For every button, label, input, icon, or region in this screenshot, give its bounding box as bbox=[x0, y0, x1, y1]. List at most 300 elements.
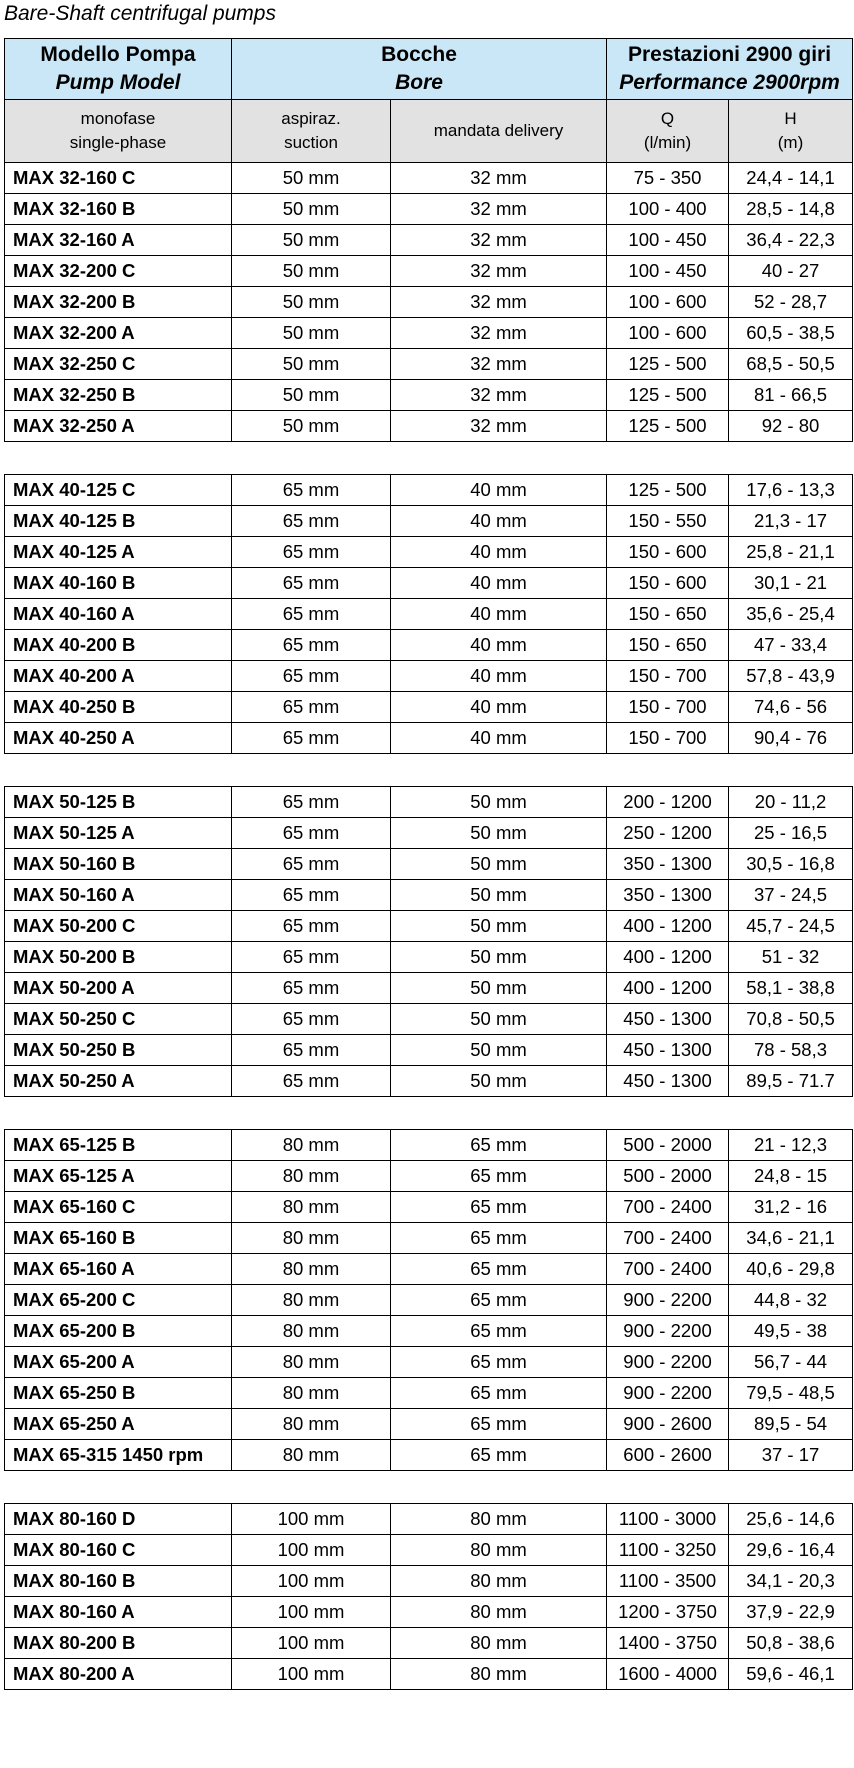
flow-cell: 150 - 650 bbox=[607, 599, 729, 630]
head-cell: 40 - 27 bbox=[729, 256, 853, 287]
table-row bbox=[5, 318, 853, 349]
table-row bbox=[5, 225, 853, 256]
col-header-delivery-label: mandata delivery bbox=[433, 121, 564, 140]
table-row bbox=[5, 911, 853, 942]
flow-cell: 125 - 500 bbox=[607, 475, 729, 506]
model-cell: MAX 32-250 C bbox=[5, 349, 232, 380]
delivery-cell: 40 mm bbox=[391, 723, 607, 754]
col-header-suction-en: suction bbox=[284, 133, 338, 152]
delivery-cell: 80 mm bbox=[391, 1566, 607, 1597]
table-row bbox=[5, 256, 853, 287]
flow-cell: 150 - 600 bbox=[607, 568, 729, 599]
flow-cell: 700 - 2400 bbox=[607, 1223, 729, 1254]
table-row bbox=[5, 1254, 853, 1285]
table-row bbox=[5, 723, 853, 754]
suction-cell: 100 mm bbox=[232, 1504, 391, 1535]
model-cell: MAX 80-160 D bbox=[5, 1504, 232, 1535]
delivery-cell: 65 mm bbox=[391, 1223, 607, 1254]
model-cell: MAX 40-160 A bbox=[5, 599, 232, 630]
table-row bbox=[5, 630, 853, 661]
delivery-cell: 50 mm bbox=[391, 818, 607, 849]
suction-cell: 80 mm bbox=[232, 1316, 391, 1347]
head-cell: 52 - 28,7 bbox=[729, 287, 853, 318]
flow-cell: 100 - 400 bbox=[607, 194, 729, 225]
header-bore-it: Bocche bbox=[381, 43, 457, 66]
head-cell: 89,5 - 54 bbox=[729, 1409, 853, 1440]
table-row bbox=[5, 568, 853, 599]
suction-cell: 80 mm bbox=[232, 1378, 391, 1409]
suction-cell: 100 mm bbox=[232, 1628, 391, 1659]
table-row bbox=[5, 1409, 853, 1440]
suction-cell: 65 mm bbox=[232, 911, 391, 942]
model-cell: MAX 40-250 A bbox=[5, 723, 232, 754]
head-cell: 90,4 - 76 bbox=[729, 723, 853, 754]
flow-cell: 150 - 550 bbox=[607, 506, 729, 537]
table-row bbox=[5, 537, 853, 568]
model-cell: MAX 50-160 B bbox=[5, 849, 232, 880]
head-cell: 45,7 - 24,5 bbox=[729, 911, 853, 942]
flow-cell: 900 - 2200 bbox=[607, 1378, 729, 1409]
model-cell: MAX 65-125 A bbox=[5, 1161, 232, 1192]
table-row bbox=[5, 661, 853, 692]
delivery-cell: 32 mm bbox=[391, 256, 607, 287]
suction-cell: 100 mm bbox=[232, 1535, 391, 1566]
table-row bbox=[5, 692, 853, 723]
delivery-cell: 50 mm bbox=[391, 942, 607, 973]
delivery-cell: 65 mm bbox=[391, 1285, 607, 1316]
table-row bbox=[5, 194, 853, 225]
suction-cell: 100 mm bbox=[232, 1597, 391, 1628]
suction-cell: 65 mm bbox=[232, 1066, 391, 1097]
flow-cell: 1100 - 3500 bbox=[607, 1566, 729, 1597]
delivery-cell: 65 mm bbox=[391, 1440, 607, 1471]
model-cell: MAX 80-200 B bbox=[5, 1628, 232, 1659]
group-spacer bbox=[5, 754, 853, 787]
suction-cell: 50 mm bbox=[232, 318, 391, 349]
suction-cell: 80 mm bbox=[232, 1161, 391, 1192]
delivery-cell: 65 mm bbox=[391, 1130, 607, 1161]
flow-cell: 600 - 2600 bbox=[607, 1440, 729, 1471]
flow-cell: 1400 - 3750 bbox=[607, 1628, 729, 1659]
header-bore bbox=[232, 39, 607, 100]
flow-cell: 900 - 2200 bbox=[607, 1285, 729, 1316]
flow-cell: 450 - 1300 bbox=[607, 1066, 729, 1097]
delivery-cell: 65 mm bbox=[391, 1254, 607, 1285]
suction-cell: 80 mm bbox=[232, 1409, 391, 1440]
head-cell: 17,6 - 13,3 bbox=[729, 475, 853, 506]
table-row bbox=[5, 818, 853, 849]
model-cell: MAX 50-250 B bbox=[5, 1035, 232, 1066]
model-cell: MAX 65-200 C bbox=[5, 1285, 232, 1316]
flow-cell: 150 - 650 bbox=[607, 630, 729, 661]
table-row bbox=[5, 1566, 853, 1597]
table-row bbox=[5, 1597, 853, 1628]
suction-cell: 100 mm bbox=[232, 1659, 391, 1690]
table-row bbox=[5, 1347, 853, 1378]
table-row bbox=[5, 1440, 853, 1471]
group-spacer bbox=[5, 442, 853, 475]
model-cell: MAX 65-250 A bbox=[5, 1409, 232, 1440]
suction-cell: 80 mm bbox=[232, 1440, 391, 1471]
delivery-cell: 80 mm bbox=[391, 1597, 607, 1628]
suction-cell: 50 mm bbox=[232, 411, 391, 442]
col-header-suction bbox=[232, 100, 391, 163]
delivery-cell: 32 mm bbox=[391, 411, 607, 442]
suction-cell: 65 mm bbox=[232, 849, 391, 880]
delivery-cell: 65 mm bbox=[391, 1316, 607, 1347]
model-cell: MAX 80-160 C bbox=[5, 1535, 232, 1566]
table-row bbox=[5, 1223, 853, 1254]
table-row bbox=[5, 163, 853, 194]
delivery-cell: 40 mm bbox=[391, 661, 607, 692]
delivery-cell: 40 mm bbox=[391, 475, 607, 506]
group-spacer-cell bbox=[5, 1471, 853, 1504]
suction-cell: 50 mm bbox=[232, 256, 391, 287]
table-row bbox=[5, 411, 853, 442]
flow-cell: 100 - 450 bbox=[607, 225, 729, 256]
header-performance-it: Prestazioni 2900 giri bbox=[627, 43, 832, 66]
head-cell: 21,3 - 17 bbox=[729, 506, 853, 537]
suction-cell: 65 mm bbox=[232, 475, 391, 506]
table-row bbox=[5, 506, 853, 537]
delivery-cell: 65 mm bbox=[391, 1409, 607, 1440]
head-cell: 35,6 - 25,4 bbox=[729, 599, 853, 630]
table-row bbox=[5, 1161, 853, 1192]
head-cell: 20 - 11,2 bbox=[729, 787, 853, 818]
flow-cell: 1600 - 4000 bbox=[607, 1659, 729, 1690]
suction-cell: 50 mm bbox=[232, 163, 391, 194]
delivery-cell: 50 mm bbox=[391, 973, 607, 1004]
table-row bbox=[5, 1535, 853, 1566]
model-cell: MAX 50-200 A bbox=[5, 973, 232, 1004]
col-header-q-label: Q bbox=[660, 109, 675, 128]
head-cell: 51 - 32 bbox=[729, 942, 853, 973]
suction-cell: 80 mm bbox=[232, 1347, 391, 1378]
header-bore-en: Bore bbox=[395, 71, 443, 94]
suction-cell: 50 mm bbox=[232, 225, 391, 256]
head-cell: 24,8 - 15 bbox=[729, 1161, 853, 1192]
group-spacer-cell bbox=[5, 1097, 853, 1130]
flow-cell: 100 - 600 bbox=[607, 287, 729, 318]
head-cell: 40,6 - 29,8 bbox=[729, 1254, 853, 1285]
flow-cell: 150 - 700 bbox=[607, 692, 729, 723]
head-cell: 37,9 - 22,9 bbox=[729, 1597, 853, 1628]
delivery-cell: 65 mm bbox=[391, 1378, 607, 1409]
suction-cell: 65 mm bbox=[232, 723, 391, 754]
table-row bbox=[5, 1659, 853, 1690]
head-cell: 25,6 - 14,6 bbox=[729, 1504, 853, 1535]
delivery-cell: 65 mm bbox=[391, 1347, 607, 1378]
head-cell: 81 - 66,5 bbox=[729, 380, 853, 411]
header-performance-en: Performance 2900rpm bbox=[619, 71, 840, 94]
head-cell: 28,5 - 14,8 bbox=[729, 194, 853, 225]
page-title: Bare-Shaft centrifugal pumps bbox=[4, 2, 276, 25]
table-row bbox=[5, 599, 853, 630]
model-cell: MAX 65-200 A bbox=[5, 1347, 232, 1378]
header-pump-model bbox=[5, 39, 232, 100]
flow-cell: 450 - 1300 bbox=[607, 1004, 729, 1035]
table-row bbox=[5, 787, 853, 818]
flow-cell: 1200 - 3750 bbox=[607, 1597, 729, 1628]
group-header-row bbox=[5, 39, 853, 100]
table-row bbox=[5, 942, 853, 973]
head-cell: 21 - 12,3 bbox=[729, 1130, 853, 1161]
delivery-cell: 32 mm bbox=[391, 163, 607, 194]
delivery-cell: 80 mm bbox=[391, 1535, 607, 1566]
suction-cell: 65 mm bbox=[232, 1035, 391, 1066]
head-cell: 49,5 - 38 bbox=[729, 1316, 853, 1347]
suction-cell: 80 mm bbox=[232, 1130, 391, 1161]
delivery-cell: 32 mm bbox=[391, 287, 607, 318]
col-header-phase-it: monofase bbox=[80, 109, 156, 128]
delivery-cell: 50 mm bbox=[391, 1004, 607, 1035]
model-cell: MAX 80-160 A bbox=[5, 1597, 232, 1628]
head-cell: 37 - 24,5 bbox=[729, 880, 853, 911]
flow-cell: 400 - 1200 bbox=[607, 942, 729, 973]
suction-cell: 65 mm bbox=[232, 537, 391, 568]
flow-cell: 900 - 2600 bbox=[607, 1409, 729, 1440]
suction-cell: 65 mm bbox=[232, 787, 391, 818]
head-cell: 34,6 - 21,1 bbox=[729, 1223, 853, 1254]
col-header-suction-it: aspiraz. bbox=[281, 109, 341, 128]
delivery-cell: 50 mm bbox=[391, 1066, 607, 1097]
model-cell: MAX 40-200 A bbox=[5, 661, 232, 692]
flow-cell: 100 - 450 bbox=[607, 256, 729, 287]
header-pump-model-it: Modello Pompa bbox=[40, 43, 196, 66]
head-cell: 24,4 - 14,1 bbox=[729, 163, 853, 194]
suction-cell: 50 mm bbox=[232, 194, 391, 225]
delivery-cell: 80 mm bbox=[391, 1659, 607, 1690]
head-cell: 30,1 - 21 bbox=[729, 568, 853, 599]
delivery-cell: 32 mm bbox=[391, 349, 607, 380]
header-pump-model-en: Pump Model bbox=[55, 71, 181, 94]
flow-cell: 500 - 2000 bbox=[607, 1130, 729, 1161]
col-header-q-unit: (l/min) bbox=[643, 133, 692, 152]
suction-cell: 65 mm bbox=[232, 818, 391, 849]
delivery-cell: 50 mm bbox=[391, 787, 607, 818]
table-row bbox=[5, 1066, 853, 1097]
table-row bbox=[5, 1192, 853, 1223]
table-body bbox=[5, 163, 853, 1690]
group-spacer-cell bbox=[5, 754, 853, 787]
model-cell: MAX 32-200 A bbox=[5, 318, 232, 349]
flow-cell: 900 - 2200 bbox=[607, 1316, 729, 1347]
flow-cell: 400 - 1200 bbox=[607, 911, 729, 942]
head-cell: 60,5 - 38,5 bbox=[729, 318, 853, 349]
flow-cell: 900 - 2200 bbox=[607, 1347, 729, 1378]
delivery-cell: 80 mm bbox=[391, 1504, 607, 1535]
col-header-q bbox=[607, 100, 729, 163]
flow-cell: 1100 - 3250 bbox=[607, 1535, 729, 1566]
flow-cell: 450 - 1300 bbox=[607, 1035, 729, 1066]
head-cell: 44,8 - 32 bbox=[729, 1285, 853, 1316]
table-row bbox=[5, 1504, 853, 1535]
head-cell: 79,5 - 48,5 bbox=[729, 1378, 853, 1409]
col-header-phase bbox=[5, 100, 232, 163]
column-header-row bbox=[5, 100, 853, 163]
suction-cell: 65 mm bbox=[232, 661, 391, 692]
delivery-cell: 32 mm bbox=[391, 194, 607, 225]
header-performance bbox=[607, 39, 853, 100]
head-cell: 58,1 - 38,8 bbox=[729, 973, 853, 1004]
head-cell: 78 - 58,3 bbox=[729, 1035, 853, 1066]
table-row bbox=[5, 1130, 853, 1161]
table-row bbox=[5, 880, 853, 911]
delivery-cell: 40 mm bbox=[391, 506, 607, 537]
flow-cell: 200 - 1200 bbox=[607, 787, 729, 818]
model-cell: MAX 65-250 B bbox=[5, 1378, 232, 1409]
table-row bbox=[5, 973, 853, 1004]
col-header-h-label: H bbox=[784, 109, 797, 128]
head-cell: 25 - 16,5 bbox=[729, 818, 853, 849]
flow-cell: 150 - 700 bbox=[607, 661, 729, 692]
group-spacer bbox=[5, 1471, 853, 1504]
table-row bbox=[5, 380, 853, 411]
delivery-cell: 65 mm bbox=[391, 1161, 607, 1192]
model-cell: MAX 40-125 A bbox=[5, 537, 232, 568]
table-row bbox=[5, 849, 853, 880]
model-cell: MAX 50-160 A bbox=[5, 880, 232, 911]
suction-cell: 65 mm bbox=[232, 599, 391, 630]
flow-cell: 1100 - 3000 bbox=[607, 1504, 729, 1535]
head-cell: 31,2 - 16 bbox=[729, 1192, 853, 1223]
table-row bbox=[5, 1285, 853, 1316]
table-row bbox=[5, 1378, 853, 1409]
head-cell: 89,5 - 71.7 bbox=[729, 1066, 853, 1097]
suction-cell: 65 mm bbox=[232, 880, 391, 911]
model-cell: MAX 80-200 A bbox=[5, 1659, 232, 1690]
delivery-cell: 50 mm bbox=[391, 849, 607, 880]
model-cell: MAX 50-125 B bbox=[5, 787, 232, 818]
head-cell: 68,5 - 50,5 bbox=[729, 349, 853, 380]
suction-cell: 80 mm bbox=[232, 1192, 391, 1223]
delivery-cell: 32 mm bbox=[391, 380, 607, 411]
model-cell: MAX 32-250 A bbox=[5, 411, 232, 442]
head-cell: 57,8 - 43,9 bbox=[729, 661, 853, 692]
table-row bbox=[5, 1004, 853, 1035]
model-cell: MAX 50-200 C bbox=[5, 911, 232, 942]
head-cell: 29,6 - 16,4 bbox=[729, 1535, 853, 1566]
head-cell: 34,1 - 20,3 bbox=[729, 1566, 853, 1597]
head-cell: 36,4 - 22,3 bbox=[729, 225, 853, 256]
table-row bbox=[5, 1628, 853, 1659]
flow-cell: 500 - 2000 bbox=[607, 1161, 729, 1192]
model-cell: MAX 65-125 B bbox=[5, 1130, 232, 1161]
col-header-h-unit: (m) bbox=[777, 133, 804, 152]
model-cell: MAX 50-125 A bbox=[5, 818, 232, 849]
head-cell: 30,5 - 16,8 bbox=[729, 849, 853, 880]
suction-cell: 50 mm bbox=[232, 349, 391, 380]
model-cell: MAX 32-160 C bbox=[5, 163, 232, 194]
col-header-h bbox=[729, 100, 853, 163]
model-cell: MAX 50-200 B bbox=[5, 942, 232, 973]
head-cell: 37 - 17 bbox=[729, 1440, 853, 1471]
flow-cell: 350 - 1300 bbox=[607, 849, 729, 880]
model-cell: MAX 65-160 A bbox=[5, 1254, 232, 1285]
suction-cell: 65 mm bbox=[232, 1004, 391, 1035]
model-cell: MAX 32-200 C bbox=[5, 256, 232, 287]
group-spacer bbox=[5, 1097, 853, 1130]
suction-cell: 50 mm bbox=[232, 380, 391, 411]
table-row bbox=[5, 1035, 853, 1066]
flow-cell: 125 - 500 bbox=[607, 411, 729, 442]
suction-cell: 65 mm bbox=[232, 973, 391, 1004]
col-header-phase-en: single-phase bbox=[69, 133, 167, 152]
model-cell: MAX 40-125 B bbox=[5, 506, 232, 537]
flow-cell: 400 - 1200 bbox=[607, 973, 729, 1004]
model-cell: MAX 32-250 B bbox=[5, 380, 232, 411]
model-cell: MAX 40-125 C bbox=[5, 475, 232, 506]
model-cell: MAX 80-160 B bbox=[5, 1566, 232, 1597]
suction-cell: 65 mm bbox=[232, 506, 391, 537]
flow-cell: 100 - 600 bbox=[607, 318, 729, 349]
head-cell: 74,6 - 56 bbox=[729, 692, 853, 723]
model-cell: MAX 40-160 B bbox=[5, 568, 232, 599]
delivery-cell: 40 mm bbox=[391, 537, 607, 568]
delivery-cell: 40 mm bbox=[391, 692, 607, 723]
head-cell: 50,8 - 38,6 bbox=[729, 1628, 853, 1659]
model-cell: MAX 65-200 B bbox=[5, 1316, 232, 1347]
head-cell: 59,6 - 46,1 bbox=[729, 1659, 853, 1690]
model-cell: MAX 50-250 C bbox=[5, 1004, 232, 1035]
flow-cell: 350 - 1300 bbox=[607, 880, 729, 911]
model-cell: MAX 32-160 A bbox=[5, 225, 232, 256]
model-cell: MAX 65-160 C bbox=[5, 1192, 232, 1223]
delivery-cell: 40 mm bbox=[391, 630, 607, 661]
flow-cell: 125 - 500 bbox=[607, 380, 729, 411]
delivery-cell: 32 mm bbox=[391, 318, 607, 349]
head-cell: 92 - 80 bbox=[729, 411, 853, 442]
pump-spec-table bbox=[4, 38, 853, 1690]
head-cell: 70,8 - 50,5 bbox=[729, 1004, 853, 1035]
flow-cell: 150 - 600 bbox=[607, 537, 729, 568]
head-cell: 56,7 - 44 bbox=[729, 1347, 853, 1378]
head-cell: 47 - 33,4 bbox=[729, 630, 853, 661]
suction-cell: 65 mm bbox=[232, 568, 391, 599]
flow-cell: 75 - 350 bbox=[607, 163, 729, 194]
table-row bbox=[5, 349, 853, 380]
flow-cell: 125 - 500 bbox=[607, 349, 729, 380]
suction-cell: 50 mm bbox=[232, 287, 391, 318]
delivery-cell: 50 mm bbox=[391, 880, 607, 911]
flow-cell: 250 - 1200 bbox=[607, 818, 729, 849]
table-row bbox=[5, 1316, 853, 1347]
model-cell: MAX 40-200 B bbox=[5, 630, 232, 661]
model-cell: MAX 32-200 B bbox=[5, 287, 232, 318]
col-header-delivery bbox=[391, 100, 607, 163]
delivery-cell: 50 mm bbox=[391, 911, 607, 942]
delivery-cell: 32 mm bbox=[391, 225, 607, 256]
delivery-cell: 65 mm bbox=[391, 1192, 607, 1223]
delivery-cell: 40 mm bbox=[391, 599, 607, 630]
suction-cell: 65 mm bbox=[232, 942, 391, 973]
suction-cell: 100 mm bbox=[232, 1566, 391, 1597]
delivery-cell: 50 mm bbox=[391, 1035, 607, 1066]
table-row bbox=[5, 287, 853, 318]
suction-cell: 65 mm bbox=[232, 692, 391, 723]
head-cell: 25,8 - 21,1 bbox=[729, 537, 853, 568]
flow-cell: 700 - 2400 bbox=[607, 1254, 729, 1285]
group-spacer-cell bbox=[5, 442, 853, 475]
suction-cell: 80 mm bbox=[232, 1285, 391, 1316]
suction-cell: 65 mm bbox=[232, 630, 391, 661]
suction-cell: 80 mm bbox=[232, 1223, 391, 1254]
delivery-cell: 40 mm bbox=[391, 568, 607, 599]
flow-cell: 150 - 700 bbox=[607, 723, 729, 754]
table-row bbox=[5, 475, 853, 506]
model-cell: MAX 65-160 B bbox=[5, 1223, 232, 1254]
flow-cell: 700 - 2400 bbox=[607, 1192, 729, 1223]
